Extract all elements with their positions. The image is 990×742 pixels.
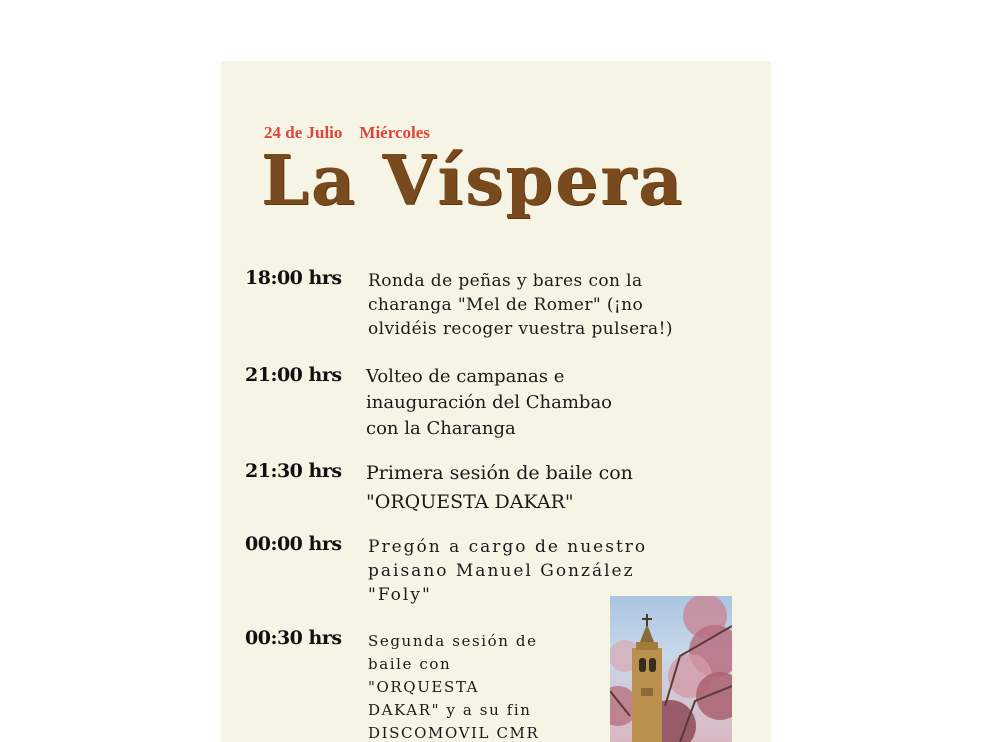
- event-description-1: Ronda de peñas y bares con la charanga "Mel de Romer" (¡no olvidéis recoger vuestra pulsera!): [368, 271, 673, 339]
- weekday-text: Miércoles: [359, 123, 430, 142]
- event-time-2: 21:00 hrs: [245, 364, 342, 386]
- church-tower-photo: [610, 596, 732, 742]
- event-time-1: 18:00 hrs: [245, 267, 342, 289]
- event-description-5: Segunda sesión de baile con "ORQUESTA DAKAR" y a su fin DISCOMOVIL CMR: [368, 632, 540, 742]
- event-description-3: Primera sesión de baile con "ORQUESTA DAKAR": [366, 462, 633, 513]
- event-description-4: Pregón a cargo de nuestro paisano Manuel González "Foly": [368, 537, 648, 605]
- page-title: La Víspera: [261, 141, 685, 221]
- event-time-4: 00:00 hrs: [245, 533, 342, 555]
- poster: [221, 61, 771, 742]
- date-text: 24 de Julio: [264, 123, 343, 142]
- date-heading: [264, 123, 430, 143]
- event-time-3: 21:30 hrs: [245, 460, 342, 482]
- church-bell-tower-icon: [610, 596, 732, 742]
- event-time-5: 00:30 hrs: [245, 627, 342, 649]
- event-description-2: Volteo de campanas e inauguración del Chambao con la Charanga: [366, 366, 613, 439]
